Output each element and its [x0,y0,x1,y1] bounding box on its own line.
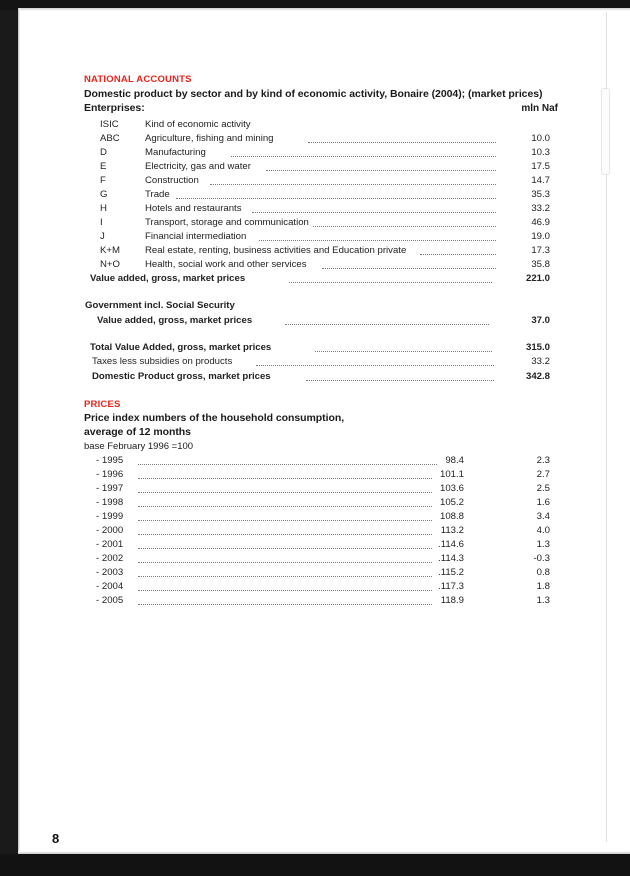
dot-leader [315,342,492,352]
table-row-government [97,315,552,330]
row-label: Electricity, gas and water [145,161,251,172]
price-year-label: - 1999 [96,511,124,522]
row-value: 35.8 [531,259,550,270]
row-code: I [100,217,103,228]
price-change-value: 1.6 [536,497,550,508]
dot-leader [420,245,496,255]
row-label: Agriculture, fishing and mining [145,133,274,144]
row-label: Transport, storage and communication [145,217,309,228]
row-value: 33.2 [531,203,550,214]
price-index-value: 113.2 [440,525,464,536]
dot-leader [306,371,494,381]
price-year-label: - 2005 [96,595,124,606]
row-label: Real estate, renting, business activities and Education private [145,245,407,256]
dot-leader [138,497,432,507]
table-row [100,161,552,176]
row-code: ABC [100,133,120,144]
row-code: H [100,203,107,214]
row-label: Manufacturing [145,147,206,158]
price-change-value: 2.7 [536,469,550,480]
table-column-header [100,119,550,134]
table-row [100,203,552,218]
summary-label: Domestic Product gross, market prices [92,371,271,382]
row-label: Health, social work and other services [145,259,307,270]
table-row [100,189,552,204]
row-value: 10.3 [531,147,550,158]
row-label: Hotels and restaurants [145,203,242,214]
national-accounts-title: Domestic product by sector and by kind of economic activity, Bonaire (2004); (market prices) [84,88,543,100]
dot-leader [322,259,496,269]
price-change-value: 0.8 [536,567,550,578]
row-code: K+M [100,245,120,256]
price-year-label: - 2000 [96,525,124,536]
dot-leader [313,217,496,227]
row-value: 10.0 [531,133,550,144]
price-index-value: .114.3 [438,553,464,564]
price-change-value: 3.4 [536,511,550,522]
price-change-value: 1.3 [536,595,550,606]
dot-leader [252,203,496,213]
row-label: Construction [145,175,199,186]
price-index-value: .117.3 [438,581,464,592]
table-row-price [96,469,552,484]
row-code: D [100,147,107,158]
dot-leader [138,553,432,563]
government-row-value: 37.0 [531,315,550,326]
summary-label: Total Value Added, gross, market prices [90,342,272,353]
price-change-value: 4.0 [536,525,550,536]
dot-leader [138,525,432,535]
table-row-summary [90,342,552,357]
price-year-label: - 1996 [96,469,124,480]
table-row [100,217,552,232]
price-index-value: .115.2 [438,567,464,578]
row-value: 17.5 [531,161,550,172]
row-value: 14.7 [531,175,550,186]
table-row [100,259,552,274]
table-row-price [96,581,552,596]
price-year-label: - 1995 [96,455,124,466]
national-accounts-subtitle: Enterprises: [84,102,145,114]
total-value: 221.0 [525,273,550,284]
price-year-label: - 2001 [96,539,124,550]
table-row [100,231,552,246]
dot-leader [138,595,432,605]
price-year-label: - 1997 [96,483,124,494]
government-row-label: Value added, gross, market prices [97,315,253,326]
summary-value: 342.8 [525,371,550,382]
price-index-value: 98.4 [445,455,464,466]
row-value: 46.9 [531,217,550,228]
row-label: Trade [145,189,170,200]
dot-leader [138,567,432,577]
dot-leader [308,133,496,143]
price-change-value: 2.3 [536,455,550,466]
table-row-price [96,483,552,498]
price-change-value: 1.3 [536,539,550,550]
dot-leader [138,511,432,521]
column-header-code: ISIC [100,119,119,130]
price-index-value: 118.9 [440,595,464,606]
table-row [100,175,552,190]
dot-leader [289,273,492,283]
table-row-price [96,567,552,582]
table-row-price [96,511,552,526]
section-heading-national-accounts: NATIONAL ACCOUNTS [84,74,192,85]
table-row [100,133,552,148]
row-code: G [100,189,108,200]
summary-value: 33.2 [531,356,550,367]
dot-leader [266,161,496,171]
page-number: 8 [52,831,60,846]
row-value: 35.3 [531,189,550,200]
table-row-price [96,539,552,554]
price-change-value: 2.5 [536,483,550,494]
table-row-total [90,273,552,288]
price-year-label: - 2004 [96,581,124,592]
dot-leader [138,539,432,549]
table-row [100,147,552,162]
table-row-summary [92,356,552,371]
dot-leader [285,315,489,325]
price-index-value: 103.6 [439,483,464,494]
price-index-value: 105.2 [439,497,464,508]
dot-leader [138,581,432,591]
row-value: 17.3 [531,245,550,256]
table-row-price [96,553,552,568]
row-code: F [100,175,106,186]
summary-label: Taxes less subsidies on products [92,356,233,367]
dot-leader [138,455,437,465]
row-value: 19.0 [531,231,550,242]
dot-leader [138,469,432,479]
summary-value: 315.0 [525,342,550,353]
prices-title-line2: average of 12 months [84,426,191,438]
dot-leader [256,356,494,366]
government-heading [85,300,385,315]
dot-leader [176,189,496,199]
row-code: E [100,161,107,172]
dot-leader [259,231,496,241]
price-change-value: -0.3 [533,553,550,564]
row-code: N+O [100,259,120,270]
unit-label-mln-naf: mln Naf [521,103,558,114]
price-change-value: 1.8 [536,581,550,592]
government-heading-label: Government incl. Social Security [85,300,235,311]
table-row-price [96,595,552,610]
table-row [100,245,552,260]
column-header-label: Kind of economic activity [145,119,251,130]
price-year-label: - 2003 [96,567,124,578]
prices-base-note: base February 1996 =100 [84,441,194,452]
price-index-value: 101.1 [439,469,464,480]
prices-title-line1: Price index numbers of the household consumption, [84,412,345,424]
table-row-price [96,455,552,470]
price-index-value: 108.8 [439,511,464,522]
row-code: J [100,231,105,242]
price-index-value: .114.6 [438,539,464,550]
price-year-label: - 1998 [96,497,124,508]
section-heading-prices: PRICES [84,399,121,410]
table-row-price [96,525,552,540]
dot-leader [231,147,496,157]
total-label: Value added, gross, market prices [90,273,246,284]
price-year-label: - 2002 [96,553,124,564]
dot-leader [210,175,496,185]
table-row-price [96,497,552,512]
dot-leader [138,483,432,493]
table-row-summary [92,371,552,386]
row-label: Financial intermediation [145,231,247,242]
